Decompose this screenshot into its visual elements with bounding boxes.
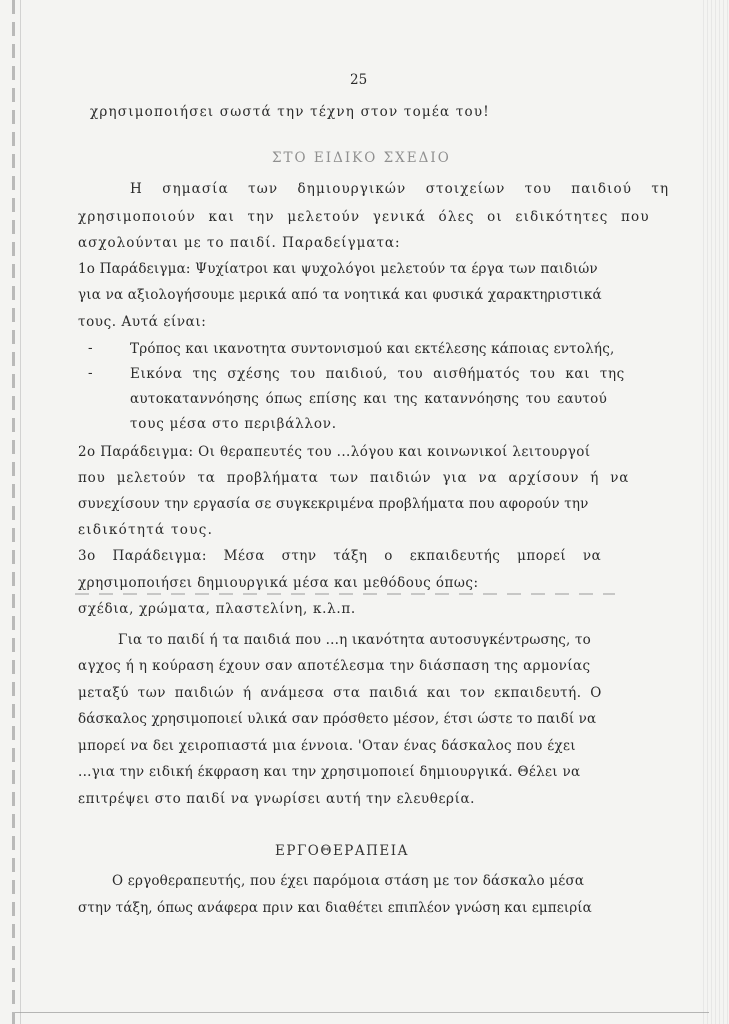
text-line: ασχολούνται με το παιδί. Παραδείγματα:	[78, 235, 401, 251]
text-line: χρησιμοποιούν και την μελετούν γενικά όλες οι ειδικότητες που	[78, 209, 650, 225]
text-line: 3ο Παράδειγμα: Μέσα στην τάξη ο εκπαιδευτής μπορεί να	[78, 548, 602, 564]
text-line-0: χρησιμοποιήσει σωστά την τέχνη στον τομέα του!	[90, 104, 490, 120]
scan-ghost-line	[75, 593, 615, 595]
bullet-item: Τρόπος και ικανοτητα συντονισμού και εκτέλεσης κάποιας εντολής,	[130, 341, 615, 357]
text-line: 1ο Παράδειγμα: Ψυχίατροι και ψυχολόγοι μελετούν τα έργα των παιδιών	[78, 261, 598, 277]
text-line: αγχος ή η κούραση έχουν σαν αποτέλεσμα την διάσπαση της αρμονίας	[78, 658, 591, 674]
bullet-item: Εικόνα της σχέσης του παιδιού, του αισθήματός του και της	[130, 366, 625, 382]
binding-edge	[12, 0, 15, 1024]
text-line: για να αξιολογήσουμε μερικά από τα νοητικά και φυσικά χαρακτηριστικά	[78, 287, 602, 303]
text-line: στην τάξη, όπως ανάφερα πριν και διαθέτει επιπλέον γνώση και εμπειρία	[78, 900, 592, 916]
binding-edge-line	[20, 0, 21, 1024]
text-line: που μελετούν τα προβλήματα των παιδιών για να αρχίσουν ή να	[78, 470, 630, 486]
page-number: 25	[350, 72, 368, 88]
text-line: επιτρέψει στο παιδί να γνωρίσει αυτή την ελευθερία.	[78, 791, 476, 807]
bullet-item: τους μέσα στο περιβάλλον.	[130, 416, 337, 432]
text-line: σχέδια, χρώματα, πλαστελίνη, κ.λ.π.	[78, 601, 356, 617]
text-line: μπορεί να δει χειροπιαστά μια έννοια. 'Οταν ένας δάσκαλος που έχει	[78, 738, 576, 754]
bullet-marker: -	[88, 365, 93, 381]
text-line: συνεχίσουν την εργασία σε συγκεκριμένα προβλήματα που αφορούν την	[78, 496, 589, 512]
heading-special-school: ΣΤΟ ΕΙΔΙΚΟ ΣΧΕΔΙΟ	[272, 150, 451, 166]
text-line: 2ο Παράδειγμα: Οι θεραπευτές του ...λόγου και κοινωνικοί λειτουργοί	[78, 444, 591, 460]
text-line: ειδικότητά τους.	[78, 522, 214, 538]
text-line: ...για την ειδική έκφραση και την χρησιμοποιεί δημιουργικά. Θέλει να	[78, 764, 581, 780]
bullet-marker: -	[88, 340, 93, 356]
bullet-item: αυτοκαταννόησης όπως επίσης και της καταννόησης του εαυτού	[130, 391, 608, 407]
text-line: τους. Αυτά είναι:	[78, 314, 207, 330]
heading-occupational-therapy: ΕΡΓΟΘΕΡΑΠΕΙΑ	[275, 843, 409, 859]
scan-bottom-line	[15, 1012, 709, 1013]
text-line: Η σημασία των δημιουργικών στοιχείων του παιδιού τη	[130, 181, 670, 197]
text-line: Για το παιδί ή τα παιδιά που ...η ικανότητα αυτοσυγκέντρωσης, το	[118, 632, 591, 648]
text-line: Ο εργοθεραπευτής, που έχει παρόμοια στάση με τον δάσκαλο μέσα	[112, 873, 585, 889]
text-line: δάσκαλος χρησιμοποιεί υλικά σαν πρόσθετο μέσον, έτσι ώστε το παιδί να	[78, 711, 597, 727]
text-line: μεταξύ των παιδιών ή ανάμεσα στα παιδιά και τον εκπαιδευτή. Ο	[78, 685, 602, 701]
scan-noise-right	[703, 0, 729, 1024]
text-line: χρησιμοποιήσει δημιουργικά μέσα και μεθόδους όπως:	[78, 575, 479, 591]
